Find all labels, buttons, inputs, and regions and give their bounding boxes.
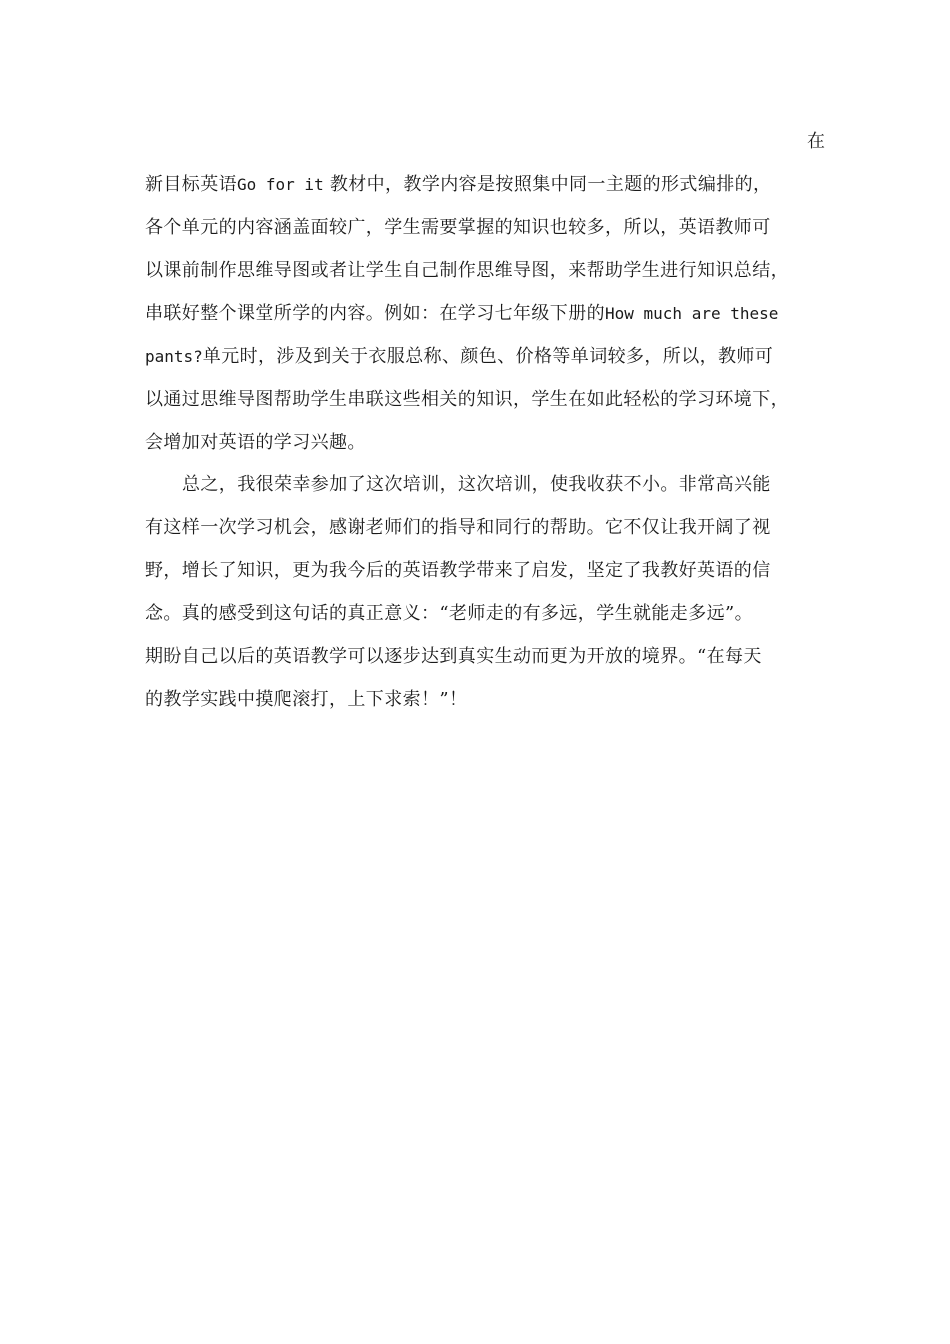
text-run-latin: How much are these xyxy=(605,304,779,323)
paragraph-line: 野，增长了知识，更为我今后的英语教学带来了启发，坚定了我教好英语的信 xyxy=(145,560,771,581)
paragraph-line xyxy=(145,344,773,370)
paragraph-line: 以通过思维导图帮助学生串联这些相关的知识，学生在如此轻松的学习环境下， xyxy=(145,389,789,410)
paragraph-line: 期盼自己以后的英语教学可以逐步达到真实生动而更为开放的境界。“在每天 xyxy=(145,646,762,667)
text-run: 单元时，涉及到关于衣服总称、颜色、价格等单词较多，所以，教师可 xyxy=(202,346,774,367)
text-run-latin: Go for it xyxy=(237,175,324,194)
line-fragment-right: 在 xyxy=(807,131,825,152)
paragraph-line xyxy=(145,172,771,198)
paragraph-line: 总之，我很荣幸参加了这次培训，这次培训，使我收获不小。非常高兴能 xyxy=(182,474,771,495)
paragraph-line: 念。真的感受到这句话的真正意义：“老师走的有多远，学生就能走多远”。 xyxy=(145,603,754,624)
paragraph-line: 以课前制作思维导图或者让学生自己制作思维导图，来帮助学生进行知识总结， xyxy=(145,260,789,281)
text-run-latin: pants? xyxy=(145,347,203,366)
paragraph-line: 会增加对英语的学习兴趣。 xyxy=(145,432,366,453)
text-run: 教材中，教学内容是按照集中同一主题的形式编排的， xyxy=(323,174,772,195)
text-run: 串联好整个课堂所学的内容。例如：在学习七年级下册的 xyxy=(145,303,605,324)
paragraph-line xyxy=(145,301,778,327)
paragraph-line: 各个单元的内容涵盖面较广，学生需要掌握的知识也较多，所以，英语教师可 xyxy=(145,217,771,238)
paragraph-line: 的教学实践中摸爬滚打，上下求索！”！ xyxy=(145,689,468,710)
text-run: 新目标英语 xyxy=(145,174,237,195)
paragraph-line: 有这样一次学习机会，感谢老师们的指导和同行的帮助。它不仅让我开阔了视 xyxy=(145,517,771,538)
